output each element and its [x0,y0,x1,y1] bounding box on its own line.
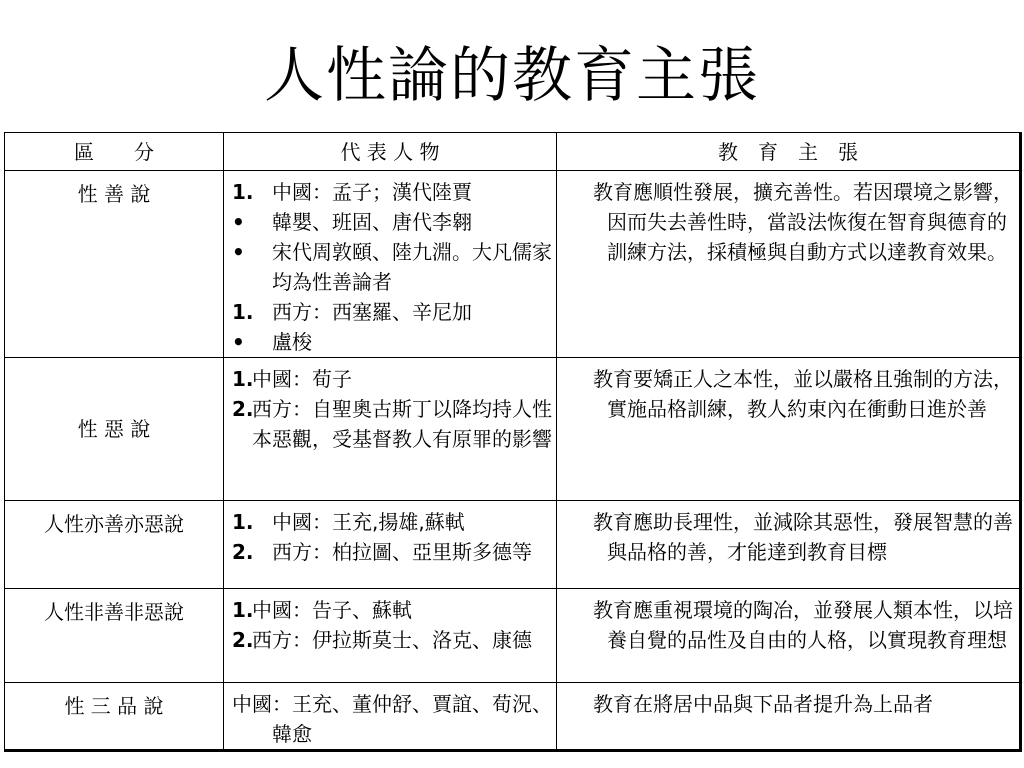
education-views-table [4,132,1022,752]
list-item: 2. 西方：自聖奧古斯丁以降均持人性本惡觀，受基督教人有原罪的影響 [232,397,552,451]
list-item: 1. 中國：孟子；漢代陸賈 [232,180,472,204]
row-representatives [224,171,557,358]
list-item: 1. 中國：王充,揚雄,蘇軾 [232,510,465,534]
list-item: • 韓嬰、班固、唐代李翱 [232,210,472,234]
row-representatives [224,683,557,751]
page-title: 人性論的教育主張 [264,41,760,111]
row-category: 性 善 說 [5,171,224,358]
row-representatives [224,501,557,589]
row-stance: 教育應重視環境的陶冶，並發展人類本性，以培養自覺的品性及自由的人格，以實現教育理想 [557,589,1021,683]
row-category: 性 三 品 說 [5,683,224,751]
table-row [5,501,1021,589]
row-representatives [224,589,557,683]
header-stance: 教 育 主 張 [557,133,1021,171]
header-category: 區 分 [5,133,224,171]
list-item: • 盧梭 [232,330,312,354]
list-item: 1. 中國：荀子 [232,367,352,391]
table-row [5,358,1021,501]
list-item: 2. 西方：伊拉斯莫士、洛克、康德 [232,628,532,652]
row-category: 人性亦善亦惡說 [5,501,224,589]
list-item: • 宋代周敦頤、陸九淵。大凡儒家均為性善論者 [232,240,552,294]
row-stance: 教育應助長理性，並減除其惡性，發展智慧的善與品格的善，才能達到教育目標 [557,501,1021,589]
table-row [5,171,1021,358]
row-stance: 教育應順性發展，擴充善性。若因環境之影響，因而失去善性時，當設法恢復在智育與德育的訓練方法，採積極與自動方式以達教育效果。 [557,171,1021,358]
list-item: 2. 西方：柏拉圖、亞里斯多德等 [232,540,532,564]
table-header-row [5,133,1021,171]
table-row [5,683,1021,751]
row-stance: 教育在將居中品與下品者提升為上品者 [557,683,1021,751]
header-representatives: 代 表 人 物 [224,133,557,171]
row-stance: 教育要矯正人之本性，並以嚴格且強制的方法，實施品格訓練，教人約束內在衝動日進於善 [557,358,1021,501]
table-row [5,589,1021,683]
row-category: 人性非善非惡說 [5,589,224,683]
row-category: 性 惡 說 [5,358,224,501]
row-representatives [224,358,557,501]
list-item: 中國：王充、董仲舒、賈誼、荀況、韓愈 [232,692,552,746]
list-item: 1. 西方：西塞羅、辛尼加 [232,300,472,324]
list-item: 1. 中國：告子、蘇軾 [232,598,412,622]
